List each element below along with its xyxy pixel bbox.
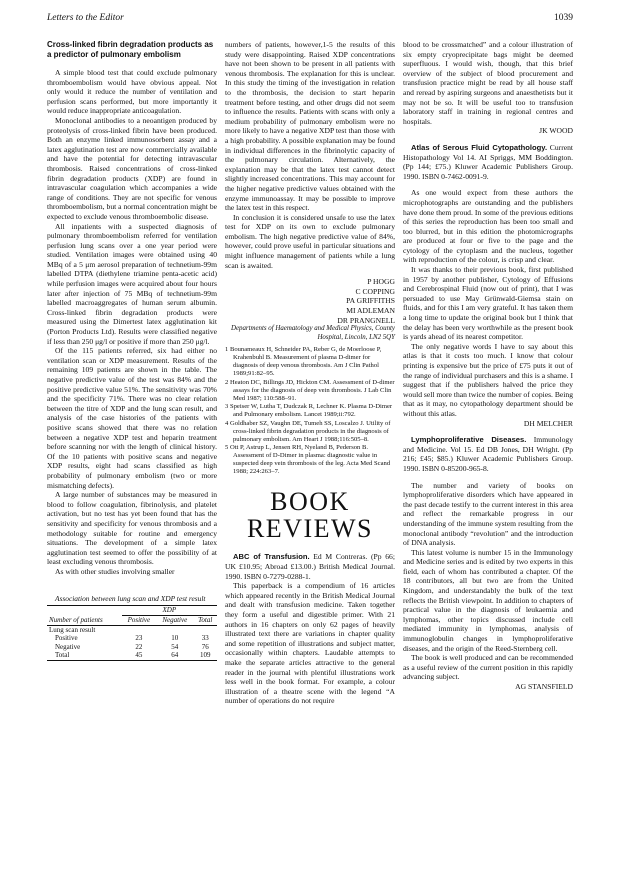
- letter-paragraph: All inpatients with a suspected diagnosis of pulmonary thromboembolism referred for ventilation perfusion lung scans over a one year period were studied. Ventilation images were obtained using 40 MBq of a 5 μm aerosol preparation of technetium-99m labelled DTPA (diethylene triamine penta-acetic acid) while perfusion images were acquired about four hours later after injection of 75 MBq of technetium-99m labelled macroaggregates of human serum albumin. Cross-linked fibrin degradation products were measured using the Dimertest latex agglutination kit (Porton Products Ltd). Results were classified negative if less than 250 μg/l or positive if more than 250 μg/l.: [47, 221, 217, 346]
- letter-paragraph: Of the 115 patients referred, six had either no ventilation scan or XDP measurement. Results of the remaining 109 patients are shown in the table. The negative predictive value of the test was 84% and the positive predictive value 51%. The sensitivity was 70% and the specificity 71%. There was no clear relation between the titre of XDP and the lung scan result, and analysis of the case histories of the patients with positive scans showed that there was no relation between a negative XDP test and heparin treatment before scanning nor with the length of clinical history. Of the 10 patients with positive scans and negative XDP results, eight had scans classified as high probability of pulmonary embolism (two or more mismatching defects).: [47, 346, 217, 490]
- table-cell: 10: [171, 634, 179, 643]
- reviewer-name: DH MELCHER: [523, 418, 573, 428]
- table-group-header: XDP: [122, 606, 217, 616]
- review-bibliography: Immunology and Medicine. Vol 15. Ed DB Jones, DH Wright. (Pp 216; £45; $85.) Kluwer Academic Publishers Group. 1990. ISBN 0-85200-965-8.: [403, 435, 573, 473]
- review-paragraph: blood to be crossmatched” and a colour illustration of six empty cryoprecipitate bags might be deemed superfluous. I would wish, though, that this brief overview of the subject of blood procurement and transfusion practice might be read by all house staff and reread by aspiring surgeons and anaesthetists but it may not be so. It will be useful too to transfusion laboratory staff in training in regional centres and hospitals.: [403, 40, 573, 126]
- review-paragraph: The book is well produced and can be recommended as a useful review of the current position in this rapidly advancing subject.: [403, 653, 573, 682]
- reviewer-name: AG STANSFIELD: [515, 682, 573, 691]
- table-cell: Positive: [55, 634, 78, 643]
- author-name: MI ADLEMAN: [346, 306, 395, 316]
- review-title: Lymphoproliferative Diseases.: [411, 435, 527, 445]
- table-cell: 109: [199, 651, 211, 660]
- review-bibliography: Ed M Contreras. (Pp 66; UK £10.95; Abroad £13.00.) British Medical Journal. 1990. ISBN 0-7279-0288-1.: [225, 552, 395, 581]
- table-column-header: Total: [198, 616, 213, 625]
- journal-section-title: Letters to the Editor: [47, 13, 124, 23]
- reference-item: 1 Bounameaux H, Schneider PA, Reber G, de Moerloose P, Krahenbuhl B. Measurement of plasma D-dimer for diagnosis of deep venous thrombosis. Am J Clin Pathol 1989;91:82–95.: [225, 346, 382, 378]
- reference-item: 5 Ott P, Astrup L, Jensen RH, Nyeland B, Pederson B. Assessment of D-Dimer in plasma: diagnostic value in suspected deep vein thrombosis of the leg. Acta Med Scand 1988; 224:263–7.: [225, 444, 391, 476]
- letter-title: Cross-linked fibrin degradation products as a predictor of pulmonary embolism: [47, 40, 214, 59]
- review-title: ABC of Transfusion.: [233, 552, 310, 562]
- author-affiliation: Departments of Haematology and Medical Physics, County Hospital, Lincoln, LN2 5QY: [230, 325, 395, 341]
- table-cell: 76: [201, 642, 209, 651]
- review-paragraph: The only negative words I have to say about this atlas is that it costs too much. I know that colour printing is expensive but the price of £75 puts it out of the range of individual purchasers and this is a shame. I suggest that if the publishers halved the price they would sell more than twice the number of copies. Being that as it may, no cytopathology department should be without this atlas.: [403, 341, 573, 418]
- table-column-header: Number of patients: [49, 615, 103, 624]
- review-paragraph: This latest volume is number 15 in the Immunology and Medicine series and is edited by two experts in this field, each of whom has contributed a chapter. Of the 18 contributors, all but two are from the United Kingdom, and understandably the bulk of the text reflects the British viewpoint. In addition to chapters of practical value in the diagnosis of leukaemia and lymphomas, other topics discussed include cell mediated immunity in lymphomas, analysis of immunoglobulin changes in lymphoproliferative diseases, and the origin of the Reed-Sternberg cell.: [403, 547, 573, 653]
- page-number: 1039: [554, 13, 573, 23]
- table-row: [47, 634, 217, 643]
- review-paragraph: It was thanks to their previous book, first published in 1957 by another publisher, Cytology of Effusions and Cerebrospinal Fluid (now out of print), that I was persuaded to use May Grünwald-Giemsa stain on fluids, and for this I am very grateful. It has taken them a long time to update the original book but I think that the delay has been very worthwhile as the present book is yards ahead of its nearest competitor.: [403, 265, 573, 342]
- xdp-table: [47, 605, 217, 661]
- table-cell: 22: [135, 642, 143, 651]
- table-cell: 45: [135, 651, 143, 660]
- table-row: [47, 651, 217, 660]
- column-1: [47, 40, 217, 661]
- column-3: [403, 40, 573, 692]
- reference-list: [225, 346, 395, 476]
- letter-paragraph: As with other studies involving smaller: [55, 566, 175, 576]
- book-reviews-heading-line: BOOK: [270, 487, 350, 517]
- letter-paragraph: A large number of substances may be measured in blood to follow coagulation, fibrinolysis, and platelet activation, but no test has yet been found that has the sensitivity and specificity for venous thrombosis and a methodology suitable for routine and emergency situations. The development of a simple latex agglutination test seemed to offer the possibility of at least excluding venous thrombosis.: [47, 490, 217, 567]
- review-citation: [403, 143, 573, 181]
- book-reviews-heading: [225, 488, 395, 542]
- review-citation: [403, 435, 573, 473]
- running-header: [47, 13, 573, 27]
- reviewer-name: JK WOOD: [539, 126, 573, 136]
- table-cell: Negative: [55, 642, 81, 651]
- table-caption: Association between lung scan and XDP test result: [55, 594, 206, 604]
- review-citation: [225, 552, 395, 581]
- letter-paragraph: Monoclonal antibodies to a neoantigen produced by proteolysis of cross-linked fibrin have been produced. Both an enzyme linked immunosorbent assay and a latex agglutination test are now commercially available and have the potential for detecting intravascular thrombosis. Raised concentrations of cross-linked fibrin degradation products (XDP) are found in intravascular coagulation which accompanies a wide range of conditions. They are not specific for venous thromboembolism, but a normal concentration might be expected to exclude venous thromboembolic disease.: [47, 115, 217, 221]
- letter-paragraph: In conclusion it is considered unsafe to use the latex test for XDP on its own to exclude pulmonary embolism. The high negative predictive value of 84%, however, could prove useful in particular situations and might influence management of patients while a lung scan is awaited.: [225, 212, 395, 270]
- review-paragraph: The number and variety of books on lymphoproliferative disorders which have appeared in the past decade testify to the current interest in this area and reflect the remarkable progress in our understanding of the immune system resulting from the monoclonal antibody “revolution” and the introduction of DNA analysis.: [403, 480, 573, 548]
- author-name: DR PRANGNELL: [337, 315, 395, 325]
- reference-item: 2 Heaton DC, Billings JD, Hickton CM. Assessment of D-dimer assays for the diagnosis of deep vein thrombosis. J Lab Clin Med 1987; 110:588–91.: [225, 378, 395, 402]
- table-column-header: Negative: [162, 616, 188, 625]
- table-row: [47, 643, 217, 652]
- table-cell: 54: [171, 642, 179, 651]
- table-cell: Total: [55, 651, 70, 660]
- column-2: [225, 40, 395, 706]
- review-paragraph: This paperback is a compendium of 16 articles which appeared recently in the British Medical Journal and dealt with transfusion medicine. Taken together they form a useful and digestible primer. With 21 authors in 16 chapters on only 62 pages of heavily illustrated text there are variations in chapter quality and some repetition of illustrations and subject matter, occasionally within chapters. Laudable attempts to make the separate articles attractive to the general reader in the journal with plentiful illustrations work less well in the book format. For example, a colour illustration of a theatre scene with the legend “A number of operations do not require: [225, 581, 395, 706]
- letter-paragraph: numbers of patients, however,1-5 the results of this study were disappointing. Raised XDP concentrations have not been shown to be present in all patients with venous thrombosis. The explanation for this is unclear. In this study the timing of the investigation in relation to the thrombosis, the decision to start heparin treatment before testing, and other drugs did not seem to influence the results. Patients with scans with only a medium probability of pulmonary embolism were no more likely to have a negative XDP test than those with a high probability. A possible explanation may be found in individual differences in the fibrinolytic capacity of the pulmonary circulation. Alternatively, the explanation may be that the latex test cannot detect slightly increased concentrations. This may account for the higher negative predictive values obtained with the enzyme immunoassay. It may be possible to improve the latex test in this respect.: [225, 40, 395, 213]
- author-name: C COPPING: [355, 286, 395, 296]
- reference-item: 4 Goldhaber SZ, Vaughn DE, Tumeh SS, Loscalzo J. Utility of cross-linked fibrin degradation products in the diagnosis of pulmonary embolism. Am Heart J 1988;116:505–8.: [225, 419, 391, 443]
- author-name: PA GRIFFITHS: [346, 296, 395, 306]
- table-section-label: Lung scan result: [49, 625, 96, 634]
- letter-paragraph: A simple blood test that could exclude pulmonary thromboembolism would have obvious appeal. Not only would it reduce the number of ventilation and perfusion scans performed, but more importantly it would reduce inappropriate anticoagulation.: [47, 68, 217, 116]
- table-column-header: Positive: [127, 616, 151, 625]
- table-cell: 23: [135, 634, 143, 643]
- review-bibliography: Current Histopathology Vol 14. AI Spriggs, MM Boddington. (Pp 144; £75.) Kluwer Academic Publishers Group. 1990. ISBN 0-7462-0091-9.: [403, 142, 573, 181]
- table-cell: 64: [171, 651, 179, 660]
- reference-item: 3 Speiser W, Lutha T, Dudczak R, Lechner K. Plasma D-Dimer and Pulmonary embolism. Lancet 1989;ii:792.: [225, 403, 393, 419]
- review-title: Atlas of Serous Fluid Cytopathology.: [411, 142, 548, 152]
- table-cell: 33: [201, 634, 209, 643]
- book-reviews-heading-line: REVIEWS: [246, 514, 374, 544]
- author-name: P HOGG: [367, 277, 395, 287]
- review-paragraph: As one would expect from these authors the microphotographs are outstanding and the publishers have done them proud. In some of the previous editions of this series the reproduction has been too small and too blurred, but in this edition the photomicrographs are produced at four or five to the page and the cytology of the cytoplasm and the nucleus, together with reproduction of the colour, is crisp and clear.: [403, 188, 573, 265]
